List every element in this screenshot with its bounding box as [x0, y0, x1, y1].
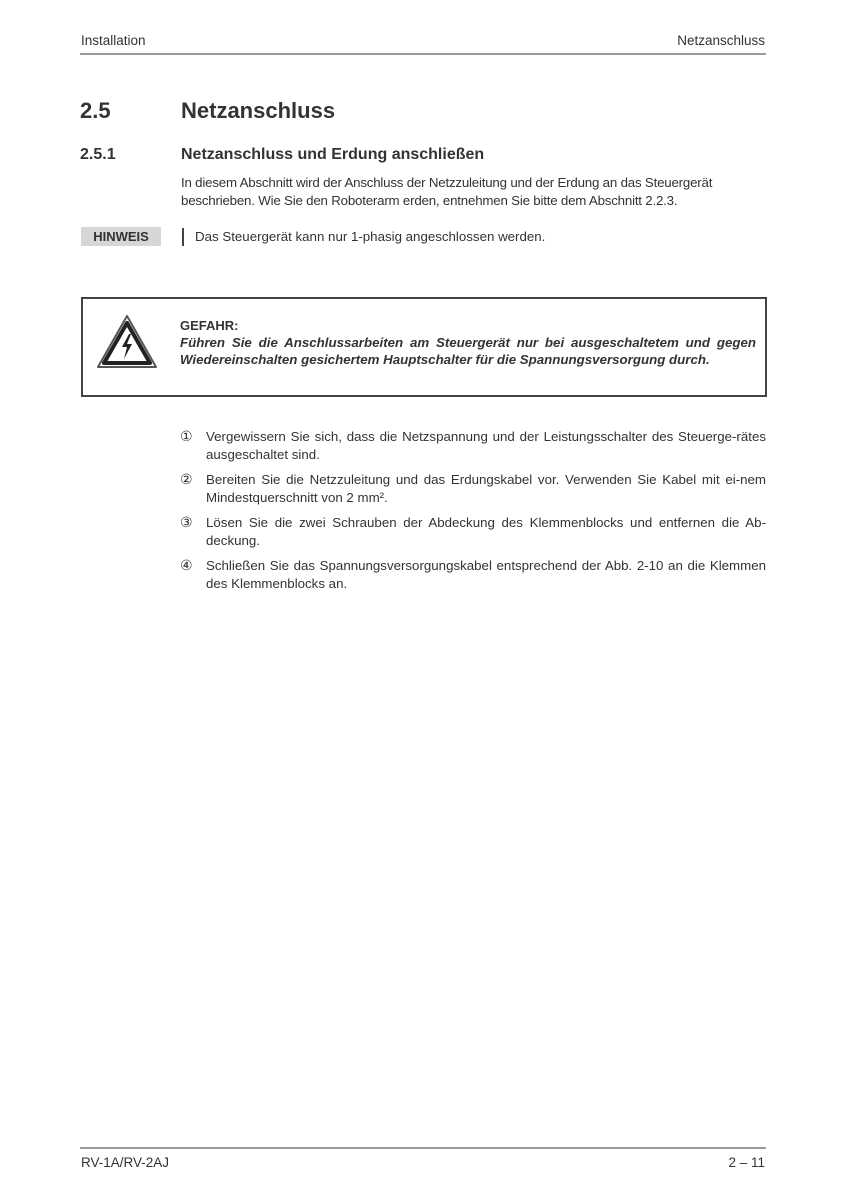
header-rule: [80, 53, 766, 55]
steps-list: [180, 428, 766, 600]
header-section: Netzanschluss: [677, 33, 765, 48]
header-chapter: Installation: [81, 33, 146, 48]
intro-paragraph: In diesem Abschnitt wird der Anschluss der Netzzuleitung und der Erdung an das Steuergerät beschrieben. Wie Sie den Roboterarm erden, entnehmen Sie bitte dem Abschnitt 2.2.3.: [181, 175, 713, 208]
step-item: [180, 471, 766, 506]
note-text: Das Steuergerät kann nur 1-phasig angeschlossen werden.: [195, 229, 546, 244]
step-text: Vergewissern Sie sich, dass die Netzspannung und der Leistungsschalter des Steuerge-rätes ausgeschaltet sind.: [206, 429, 766, 462]
step-item: [180, 557, 766, 592]
step-number: ④: [180, 557, 193, 573]
note-divider: [182, 228, 184, 246]
step-text: Schließen Sie das Spannungsversorgungskabel entsprechend der Abb. 2-10 an die Klemmen des Klemmenblocks an.: [206, 558, 766, 591]
step-text: Bereiten Sie die Netzzuleitung und das Erdungskabel vor. Verwenden Sie Kabel mit ei-nem Mindestquerschnitt von 2 mm².: [206, 472, 766, 505]
note-label: HINWEIS: [81, 227, 161, 246]
footer-rule: [80, 1147, 766, 1149]
step-item: [180, 428, 766, 463]
step-number: ①: [180, 428, 193, 444]
step-number: ③: [180, 514, 193, 530]
step-item: [180, 514, 766, 549]
footer-model: RV-1A/RV-2AJ: [81, 1155, 170, 1170]
section-title: Netzanschluss: [181, 98, 336, 123]
subsection-number: 2.5.1: [80, 146, 116, 163]
high-voltage-warning-icon: [96, 314, 158, 370]
step-number: ②: [180, 471, 193, 487]
danger-title: GEFAHR:: [180, 318, 239, 333]
danger-text: Führen Sie die Anschlussarbeiten am Steuergerät nur bei ausgeschaltetem und gegen Wiedereinschalten gesichertem Hauptschalter für die Spannungsversorgung durch.: [180, 335, 756, 367]
section-number: 2.5: [80, 98, 111, 123]
subsection-title: Netzanschluss und Erdung anschließen: [181, 146, 485, 163]
page-number: 2 – 11: [728, 1155, 765, 1170]
step-text: Lösen Sie die zwei Schrauben der Abdeckung des Klemmenblocks und entfernen die Ab-deckung.: [206, 515, 766, 548]
